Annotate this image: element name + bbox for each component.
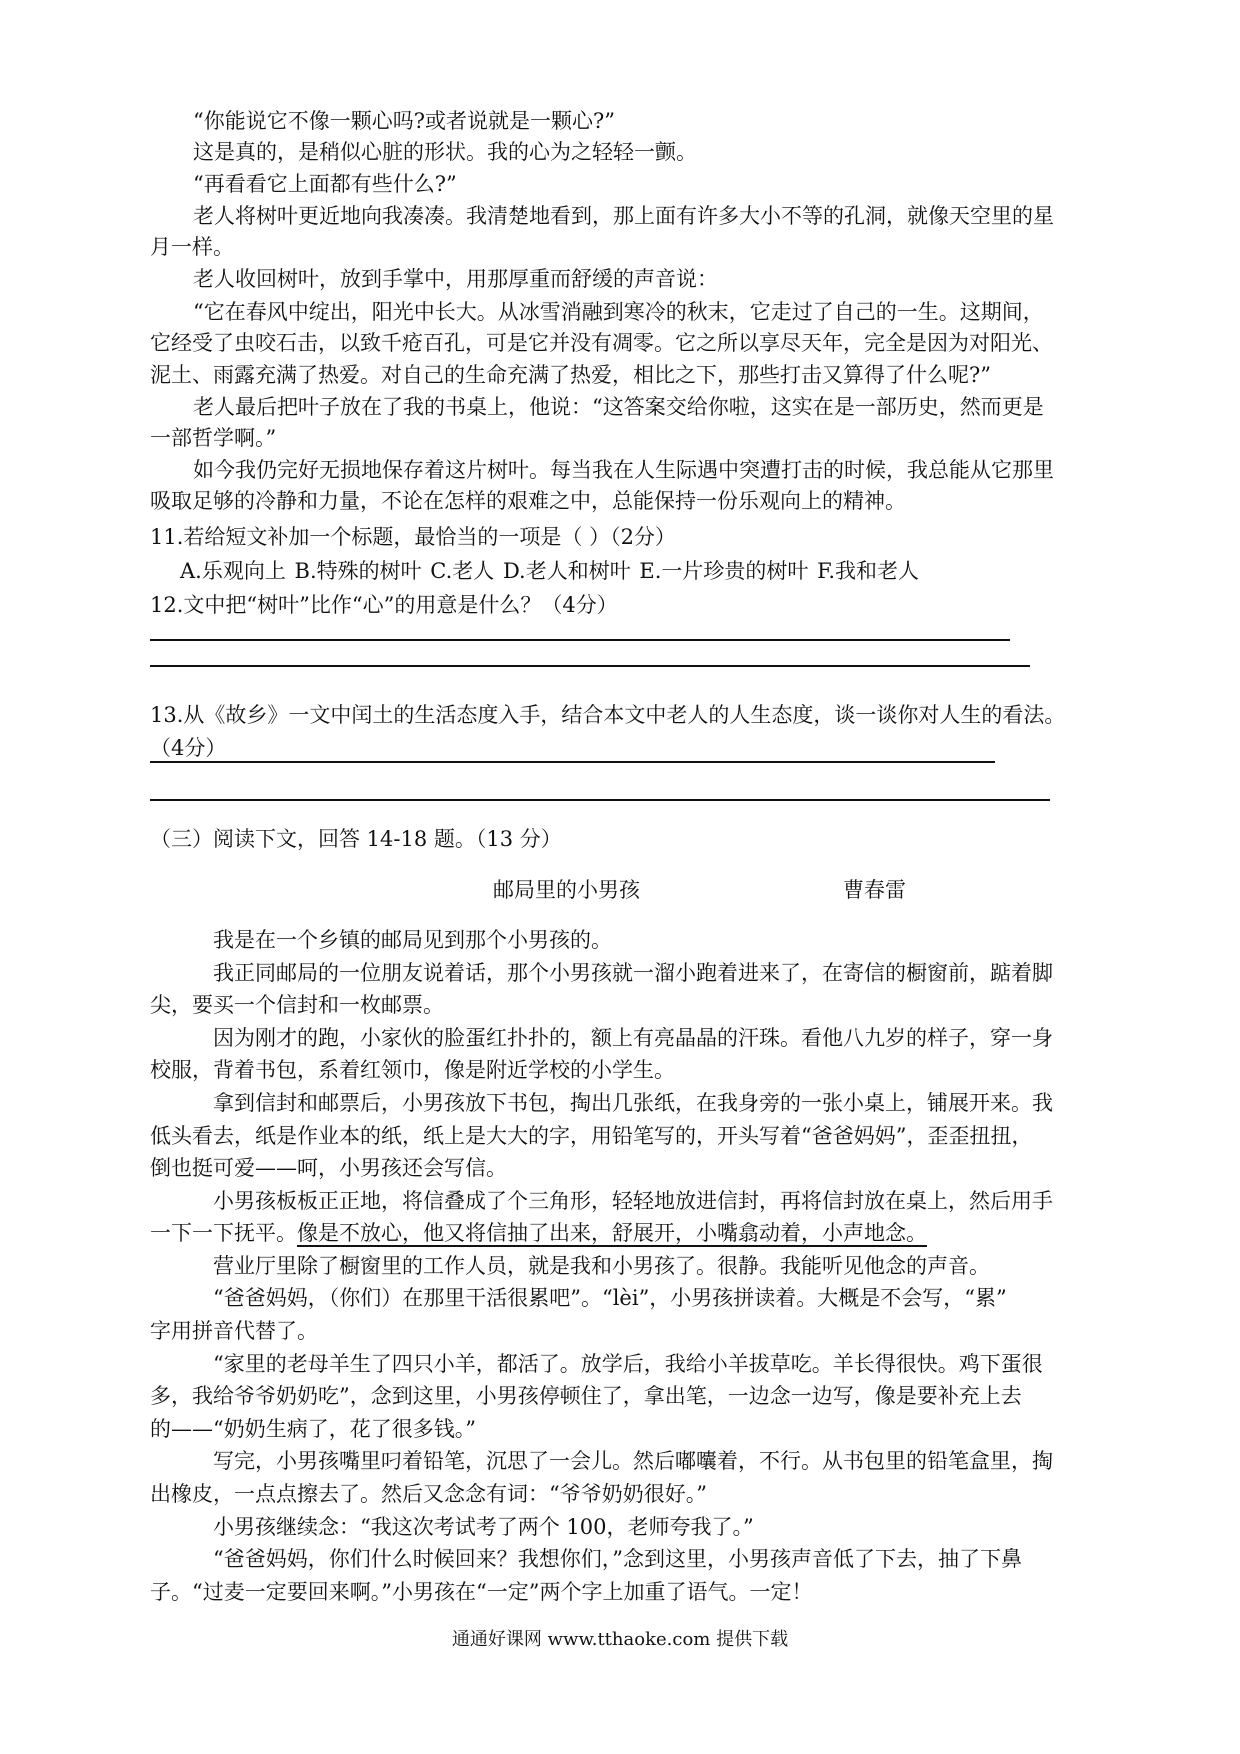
passage-line: 字用拼音代替了。 — [150, 1319, 318, 1343]
answer-line[interactable] — [150, 639, 1010, 641]
passage-line: 它经受了虫咬石击，以致千疮百孔，可是它并没有凋零。它之所以享尽天年，完全是因为对阳光、 — [150, 331, 1053, 355]
passage-line: 营业厅里除了橱窗里的工作人员，就是我和小男孩了。很静。我能听见他念的声音。 — [213, 1254, 990, 1278]
passage-line: 泥土、雨露充满了热爱。对自己的生命充满了热爱，相比之下，那些打击又算得了什么呢?” — [150, 363, 991, 387]
passage-line: 尖，要买一个信封和一枚邮票。 — [150, 993, 444, 1017]
passage-line: 小男孩板板正正地，将信叠成了个三角形，轻轻地放进信封，再将信封放在桌上，然后用手 — [213, 1189, 1053, 1213]
passage-line: 写完，小男孩嘴里叼着铅笔，沉思了一会儿。然后嘟囔着，不行。从书包里的铅笔盒里，掏 — [213, 1449, 1053, 1473]
passage-line: 老人最后把叶子放在了我的书桌上，他说：“这答案交给你啦，这实在是一部历史，然而更是 — [193, 395, 1044, 419]
question-13: 13.从《故乡》一文中闰土的生活态度入手，结合本文中老人的人生态度，谈一谈你对人生的看法。 — [150, 703, 1066, 727]
passage-line-underlined — [0, 1219, 1240, 1247]
passage-line: 多，我给爷爷奶奶吃”，念到这里，小男孩停顿住了，拿出笔，一边念一边写，像是要补充上去 — [150, 1384, 1022, 1408]
passage-line: 这是真的，是稍似心脏的形状。我的心为之轻轻一颤。 — [193, 140, 697, 164]
question-12: 12.文中把“树叶”比作“心”的用意是什么？（4分） — [150, 593, 618, 617]
passage-line: 低头看去，纸是作业本的纸，纸上是大大的字，用铅笔写的，开头写着“爸爸妈妈”，歪歪扭扭， — [150, 1124, 1033, 1148]
passage-line: 我是在一个乡镇的邮局见到那个小男孩的。 — [213, 928, 612, 952]
question-13-points: （4分） — [150, 736, 227, 760]
answer-line[interactable] — [150, 761, 995, 763]
passage-line: 校服，背着书包，系着红领巾，像是附近学校的小学生。 — [150, 1058, 675, 1082]
passage-line: 月一样。 — [150, 235, 234, 259]
passage-line: 倒也挺可爱——呵，小男孩还会写信。 — [150, 1156, 507, 1180]
section-heading: （三）阅读下文，回答 14-18 题。（13 分） — [150, 827, 562, 851]
passage-line: 的——“奶奶生病了，花了很多钱。” — [150, 1417, 476, 1441]
passage-line: 如今我仍完好无损地保存着这片树叶。每当我在人生际遇中突遭打击的时候，我总能从它那里 — [193, 458, 1054, 482]
passage-line: 小男孩继续念：“我这次考试考了两个 100，老师夸我了。” — [213, 1515, 754, 1539]
passage-line: 老人将树叶更近地向我凑凑。我清楚地看到，那上面有许多大小不等的孔洞，就像天空里的星 — [193, 204, 1054, 228]
passage-line: “爸爸妈妈，（你们）在那里干活很累吧”。“lèi”，小男孩拼读着。大概是不会写，“累” — [213, 1286, 1007, 1310]
line-prefix: 一下一下抚平。 — [150, 1221, 297, 1245]
passage-line: 因为刚才的跑，小家伙的脸蛋红扑扑的，额上有亮晶晶的汗珠。看他八九岁的样子，穿一身 — [213, 1026, 1053, 1050]
passage-line: “家里的老母羊生了四只小羊，都活了。放学后，我给小羊拔草吃。羊长得很快。鸡下蛋很 — [213, 1352, 1043, 1376]
passage-line: 我正同邮局的一位朋友说着话，那个小男孩就一溜小跑着进来了，在寄信的橱窗前，踮着脚 — [213, 961, 1053, 985]
passage-line: “爸爸妈妈，你们什么时候回来？我想你们，”念到这里，小男孩声音低了下去，抽了下鼻 — [213, 1547, 1022, 1571]
passage-line: 一部哲学啊。” — [150, 426, 277, 450]
passage-line: 老人收回树叶，放到手掌中，用那厚重而舒缓的声音说： — [193, 267, 718, 291]
passage-line: “它在春风中绽出，阳光中长大。从冰雪消融到寒冷的秋末，它走过了自己的一生。这期间， — [193, 300, 1044, 324]
passage-line: “再看看它上面都有些什么?” — [193, 172, 457, 196]
passage-title: 邮局里的小男孩 — [493, 878, 640, 902]
passage-line: 子。“过麦一定要回来啊。”小男孩在“一定”两个字上加重了语气。一定！ — [150, 1580, 813, 1604]
answer-line[interactable] — [150, 799, 1050, 801]
passage-line: “你能说它不像一颗心吗?或者说就是一颗心?” — [193, 109, 615, 133]
answer-line[interactable] — [150, 665, 1030, 667]
underlined-sentence: 像是不放心，他又将信抽了出来，舒展开，小嘴翕动着，小声地念。 — [297, 1221, 927, 1245]
passage-line: 吸取足够的冷静和力量，不论在怎样的艰难之中，总能保持一份乐观向上的精神。 — [150, 489, 906, 513]
passage-line: 出橡皮，一点点擦去了。然后又念念有词：“爷爷奶奶很好。” — [150, 1482, 707, 1506]
passage-author: 曹春雷 — [843, 878, 906, 902]
passage-title-row — [0, 875, 1240, 905]
page-footer: 通通好课网 www.tthaoke.com 提供下载 — [451, 1629, 789, 1650]
passage-line: 拿到信封和邮票后，小男孩放下书包，掏出几张纸，在我身旁的一张小桌上，铺展开来。我 — [213, 1091, 1053, 1115]
question-11: 11.若给短文补加一个标题，最恰当的一项是（ ）（2分） — [150, 525, 676, 549]
question-11-options: A.乐观向上 B.特殊的树叶 C.老人 D.老人和树叶 E.一片珍贵的树叶 F.我和老人 — [180, 559, 920, 583]
